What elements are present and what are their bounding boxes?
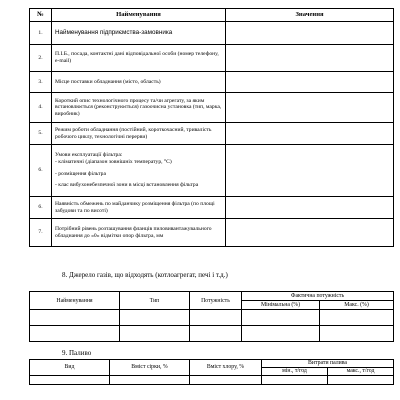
cell[interactable]	[262, 376, 328, 385]
row-number: 3.	[30, 72, 52, 93]
row-value-cell[interactable]	[226, 219, 394, 247]
cell[interactable]	[30, 326, 120, 342]
table-row	[30, 326, 394, 342]
header-sulfur: Вміст сірки, %	[110, 360, 190, 376]
row-value-cell[interactable]	[226, 72, 394, 93]
row-number: 6.	[30, 197, 52, 219]
table-row	[30, 197, 394, 219]
cell[interactable]	[328, 376, 394, 385]
cell[interactable]	[120, 310, 190, 326]
row-number: 4.	[30, 93, 52, 123]
header-actual-power: Фактична потужність	[242, 292, 394, 301]
row-number: 2.	[30, 45, 52, 72]
table-row	[30, 145, 394, 197]
conditions-heading: Умови експлуатації фільтра:	[55, 152, 123, 159]
table-row	[30, 123, 394, 145]
row-label: П.І.Б., посада, контактні дані відповідальної особи (номер телефону, e-mail)	[52, 45, 226, 72]
conditions-climatic: - кліматичні (діапазон зовнішніх температур, °С)	[55, 158, 172, 165]
row-label: Потрібний рівень розташування фланців пиловивантажувального обладнання до «0» відмітки опор фільтра, мм	[52, 219, 226, 247]
row-value-cell[interactable]	[226, 145, 394, 197]
header-power: Потужність	[190, 292, 242, 310]
cell[interactable]	[190, 376, 262, 385]
row-label	[52, 145, 226, 197]
table-row	[30, 93, 394, 123]
cell[interactable]	[120, 326, 190, 342]
header-min: мін., т/год	[262, 368, 328, 376]
row-label: Місце поставки обладнання (місто, область)	[52, 72, 226, 93]
section-9-title: 9. Паливо	[62, 349, 92, 357]
cell[interactable]	[190, 310, 242, 326]
cell[interactable]	[320, 326, 394, 342]
header-consumption: Витрати палива	[262, 360, 394, 368]
row-label: Режим роботи обладнання (постійний, короткочасний, тривалість робочого циклу, технологічні перерви)	[52, 123, 226, 145]
header-type: Тип	[120, 292, 190, 310]
header-name: Найменування	[52, 9, 226, 22]
row-number: 6.	[30, 145, 52, 197]
table-row	[30, 22, 394, 45]
row-number: 5.	[30, 123, 52, 145]
row-value-cell[interactable]	[226, 93, 394, 123]
requirements-table	[29, 8, 394, 247]
header-value: Значення	[226, 9, 394, 22]
fuel-table	[29, 359, 394, 385]
header-kind: Вид	[30, 360, 110, 376]
table-row	[30, 310, 394, 326]
row-number: 1.	[30, 22, 52, 45]
table-header-row	[30, 9, 394, 22]
row-label: Найменування підприємства-замовника	[52, 22, 226, 45]
table-row	[30, 219, 394, 247]
conditions-placement: - розміщення фільтра	[55, 170, 106, 177]
row-number: 7.	[30, 219, 52, 247]
header-number: №	[30, 9, 52, 22]
cell[interactable]	[320, 310, 394, 326]
conditions-explosion-zone: - клас вибухонебезпечної зони в місці встановлення фільтра	[55, 182, 199, 189]
cell[interactable]	[242, 310, 320, 326]
header-max: Макс. (%)	[320, 301, 394, 310]
header-min: Мінімальна (%)	[242, 301, 320, 310]
row-value-cell[interactable]	[226, 123, 394, 145]
cell[interactable]	[110, 376, 190, 385]
gas-source-table	[29, 291, 394, 342]
header-name: Найменування	[30, 292, 120, 310]
table-row	[30, 376, 394, 385]
cell[interactable]	[30, 376, 110, 385]
cell[interactable]	[242, 326, 320, 342]
table-row	[30, 72, 394, 93]
row-value-cell[interactable]	[226, 197, 394, 219]
row-value-cell[interactable]	[226, 45, 394, 72]
table-header-row	[30, 360, 394, 368]
header-max: макс., т/год	[328, 368, 394, 376]
header-chlorine: Вміст хлору, %	[190, 360, 262, 376]
row-value-cell[interactable]	[226, 22, 394, 45]
table-row	[30, 45, 394, 72]
table-header-row	[30, 292, 394, 301]
row-label: Наявність обмежень по майданчику розміщення фільтра (по площі забудови та по висоті)	[52, 197, 226, 219]
row-label: Короткий опис технологічного процесу та/чи агрегату, за яким встановлюється (реконструюється) газоочисна установка (тип, марка, виробник)	[52, 93, 226, 123]
section-8-title: 8. Джерело газів, що відходять (котлоагрегат, печі і т.д.)	[62, 271, 228, 279]
cell[interactable]	[190, 326, 242, 342]
cell[interactable]	[30, 310, 120, 326]
